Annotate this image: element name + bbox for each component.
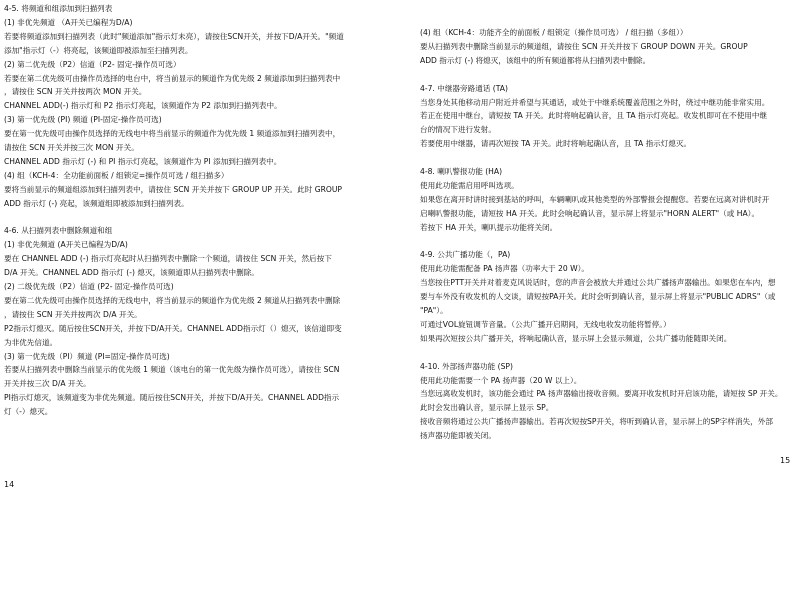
text-line: (3) 第一优先级 (PI) 频道 (PI-固定-操作员可选) [4,115,162,125]
text-line: 若要从扫描列表中删除当前显示的优先级 1 频道（该电台的第一优先级为操作员可选），请按住 SCN [4,365,340,375]
text-line: 要与车外没有收发机的人交谈，请短按PA开关。此时会听到确认音，显示屏上将显示"PUBLIC ADRS"（或 [420,292,776,302]
text-line: 当您身处其他移动用户附近并希望与其通话，或处于中继系统覆盖范围之外时，绕过中继功能非常实用。 [420,97,770,107]
text-line: 要在 CHANNEL ADD (-) 指示灯亮起时从扫描列表中删除一个频道，请按住 SCN 开关，然后按下 [4,254,332,264]
text-line: 若要在第二优先级可由操作员选择的电台中，将当前显示的频道作为优先级 2 频道添加到扫描列表中 [4,73,341,83]
text-line: 接收音频将通过公共广播扬声器输出。若再次短按SP开关，将听到确认音，显示屏上的SP字样消失，外部 [420,417,773,427]
text-line: (1) 非优先频道 （A开关已编程为D/A) [4,17,133,27]
text-line: ，请按住 SCN 开关并按两次 D/A 开关。 [4,309,142,319]
text-line: 可通过VOL旋钮调节音量。（公共广播开启期间，无线电收发功能将暂停。） [420,319,671,329]
text-line: P2指示灯熄灭。随后按住SCN开关，并按下D/A开关。CHANNEL ADD指示灯（）熄灭，该信道即变 [4,323,342,333]
text-line: "PA"）。 [420,306,448,315]
text-line: 使用此功能需启用呼叫选项。 [420,180,519,190]
text-line: 使用此功能需配备 PA 扬声器（功率大于 20 W）。 [420,264,589,274]
text-line: 使用此功能需要一个 PA 扬声器（20 W 以上）。 [420,375,582,385]
text-line: 如果您在离开时讲时接到基站的呼叫，车辆喇叭或其他类型的外部警报会提醒您。若要在远离对讲机时开 [420,194,770,204]
text-line: CHANNEL ADD 指示灯 (-) 和 PI 指示灯亮起，该频道作为 PI 添加到扫描列表中。 [4,156,282,166]
text-line: (2) 二级优先级（P2）信道 (P2- 固定-操作员可选) [4,282,174,291]
text-line: 要在第一优先级可由操作员选择的无线电中将当前显示的频道作为优先级 1 频道添加到扫描列表中， [4,129,341,139]
text-line: 台的情况下进行发射。 [420,125,496,135]
text-line: 4-8. 喇叭警报功能 (HA) [420,167,503,176]
text-line: (4) 组（KCH-4：全功能前面板 / 组锁定=操作员可选 / 组扫描多） [4,170,229,180]
text-line: 4-5. 将频道和组添加到扫描列表 [4,4,113,13]
text-line: 要从扫描列表中删除当前显示的频道组，请按住 SCN 开关并按下 GROUP DOWN 开关。GROUP [420,41,748,51]
text-line: CHANNEL ADD(-) 指示灯和 P2 指示灯亮起，该频道作为 P2 添加到扫描列表中。 [4,101,282,111]
text-line: 当您按住PTT开关并对着麦克风说话时，您的声音会被放大并通过公共广播扬声器输出。如果您在车内，想 [420,278,776,288]
text-line: 请按住 SCN 开关并按三次 MON 开关。 [4,143,139,152]
text-line: 4-6. 从扫描列表中删除频道和组 [4,226,113,236]
text-line: (2) 第二优先级（P2）信道（P2- 固定-操作员可选） [4,59,181,69]
text-line: 4-10. 外部扬声器功能 (SP) [420,361,513,371]
text-line: 要将当前显示的频道组添加到扫描列表中，请按住 SCN 开关并按下 GROUP UP 开关。此时 GROUP [4,184,342,194]
text-line: (3) 第一优先级（PI）频道 (PI=固定-操作员可选) [4,351,170,361]
text-line: 扬声器功能即被关闭。 [420,431,496,441]
text-line: 如果再次短按公共广播开关，将响起确认音，显示屏上会显示频道，公共广播功能随即关闭。 [420,333,732,343]
text-line: 此时会发出确认音，显示屏上显示 SP。 [420,403,554,413]
text-line: 启喇叭警报功能，请短按 HA 开关。此时会响起确认音，显示屏上将显示"HORN ALERT"（或 HA）。 [420,208,760,218]
text-line: 添加"指示灯（-）将亮起，该频道即被添加至扫描列表。 [4,45,193,55]
text-line: (4) 组（KCH-4：功能齐全的前面板 / 组锁定（操作员可选） / 组扫描（多组）） [420,28,688,37]
text-line: 若要将频道添加到扫描列表（此时"频道添加"指示灯未亮），请按住SCN开关，并按下D/A开关。"频道 [4,31,344,41]
text-line: (1) 非优先频道 (A开关已编程为D/A) [4,240,128,250]
text-line: 4-7. 中继器旁路通话 (TA) [420,83,508,93]
text-line: 若要使用中继器，请再次短按 TA 开关。此时将响起确认音，且 TA 指示灯熄灭。 [420,139,692,149]
text-line: D/A 开关。CHANNEL ADD 指示灯 (-) 熄灭，该频道即从扫描列表中删除。 [4,268,259,278]
text-line: 要在第二优先级可由操作员选择的无线电中，将当前显示的频道作为优先级 2 频道从扫描列表中删除 [4,295,341,305]
text-line: ，请按住 SCN 开关并按两次 MON 开关。 [4,87,147,97]
left-page-number: 14 [4,480,15,489]
text-line: 若按下 HA 开关，喇叭提示功能将关闭。 [420,222,558,232]
text-line: 4-9. 公共广播功能（，PA) [420,250,511,260]
right-page-number: 15 [780,456,791,465]
text-line: 为非优先信道。 [4,337,58,347]
text-line: ADD 指示灯 (-) 亮起，该频道组即被添加到扫描列表。 [4,198,189,208]
text-line: PI指示灯熄灭，该频道变为非优先频道。随后按住SCN开关，并按下D/A开关。CHANNEL ADD指示 [4,393,340,403]
text-line: 灯（-）熄灭。 [4,407,53,417]
text-line: 开关并按三次 D/A 开关。 [4,379,91,389]
text-line: 若正在使用中继台，请短按 TA 开关。此时将响起确认音，且 TA 指示灯亮起。收发机即可在不使用中继 [420,111,768,121]
text-line: ADD 指示灯 (-) 将熄灭，该组中的所有频道都将从扫描列表中删除。 [420,55,651,65]
text-line: 当您远离收发机时，该功能会通过 PA 扬声器输出接收音频。要离开收发机时开启该功能，请短按 SP 开关。 [420,389,783,399]
